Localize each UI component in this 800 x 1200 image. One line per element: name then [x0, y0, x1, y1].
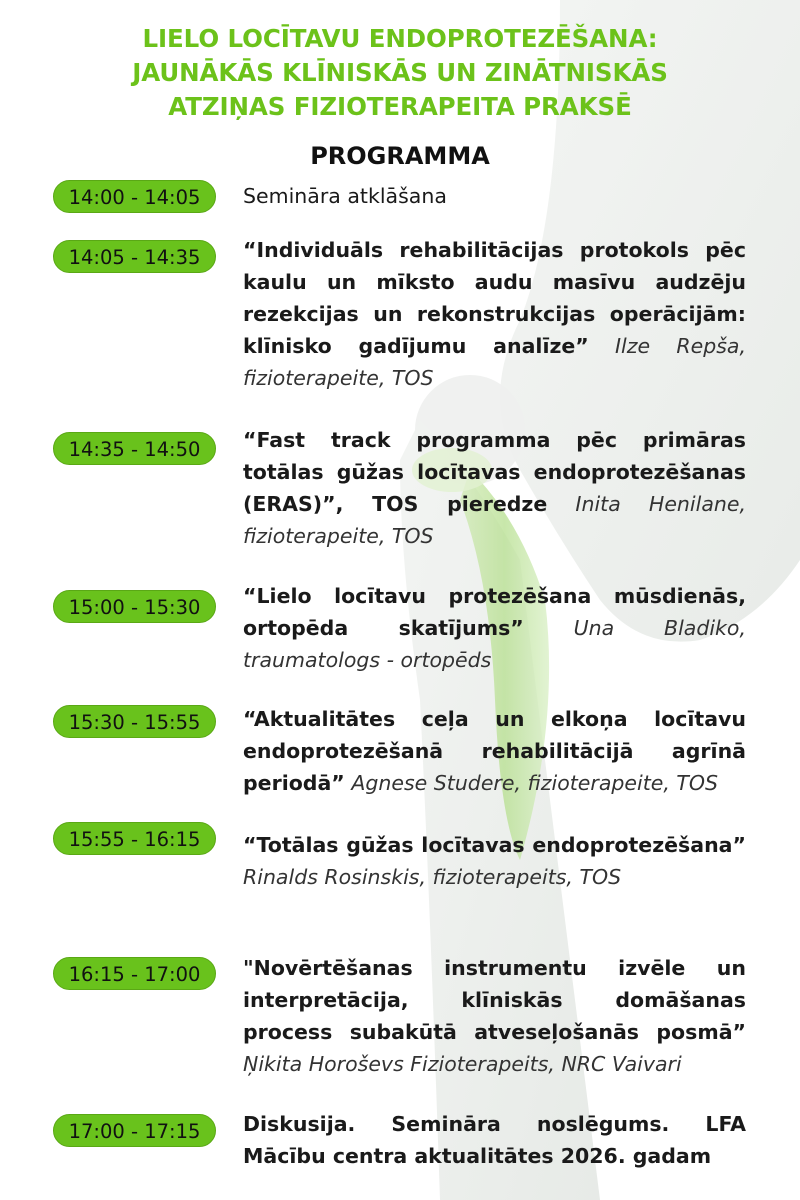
session-title: "Novērtēšanas instrumentu izvēle un interpretācija, klīniskās domāšanas process subakūtā atveseļošanās posmā” [243, 956, 746, 1044]
program-heading: PROGRAMMA [310, 142, 490, 170]
time-badge: 14:05 - 14:35 [53, 240, 216, 273]
session-description [243, 180, 746, 212]
time-badge: 14:00 - 14:05 [53, 180, 216, 213]
session-description [243, 580, 746, 676]
title-line-1: LIELO LOCĪTAVU ENDOPROTEZĒŠANA: [142, 24, 658, 53]
session-description [243, 424, 746, 552]
session-speaker: Agnese Studere, fizioterapeite, TOS [351, 771, 719, 795]
session-description [243, 703, 746, 799]
time-badge: 17:00 - 17:15 [53, 1114, 216, 1147]
session-description [243, 952, 746, 1080]
session-title: Diskusija. Semināra noslēgums. LFA Mācību centra aktualitātes 2026. gadam [243, 1112, 746, 1168]
session-title: Semināra atklāšana [243, 184, 447, 208]
session-description [243, 234, 746, 394]
session-speaker: Rinalds Rosinskis, fizioterapeits, TOS [243, 865, 622, 889]
session-speaker: Ņikita Horoševs Fizioterapeits, NRC Vaivari [243, 1052, 682, 1076]
session-title: “Lielo locītavu protezēšana mūsdienās, ortopēda skatījums” [243, 584, 746, 640]
session-speaker: Una Bladiko, traumatologs - ortopēds [243, 616, 746, 672]
title-line-3: ATZIŅAS FIZIOTERAPEITA PRAKSĒ [168, 92, 632, 121]
time-badge: 14:35 - 14:50 [53, 432, 216, 465]
session-speaker: Inita Henilane, fizioterapeite, TOS [243, 492, 746, 548]
session-title: “Fast track programma pēc primāras totālas gūžas locītavas endoprotezēšanas (ERAS)”, TOS pieredze [243, 428, 746, 516]
session-title: “Individuāls rehabilitācijas protokols pēc kaulu un mīksto audu masīvu audzēju rezekcijas un rekonstrukcijas operācijām: klīnisko gadījumu analīze” [243, 238, 746, 358]
time-badge: 15:55 - 16:15 [53, 822, 216, 855]
session-description [243, 829, 746, 893]
session-speaker: Ilze Repša, fizioterapeite, TOS [243, 334, 746, 390]
time-badge: 16:15 - 17:00 [53, 957, 216, 990]
time-badge: 15:30 - 15:55 [53, 705, 216, 738]
title-line-2: JAUNĀKĀS KLĪNISKĀS UN ZINĀTNISKĀS [132, 58, 668, 87]
session-title: “Totālas gūžas locītavas endoprotezēšana” [243, 833, 746, 857]
session-description [243, 1108, 746, 1172]
time-badge: 15:00 - 15:30 [53, 590, 216, 623]
page-title [0, 22, 800, 124]
session-title: “Aktualitātes ceļa un elkoņa locītavu endoprotezēšanā rehabilitācijā agrīnā periodā” [243, 707, 746, 795]
